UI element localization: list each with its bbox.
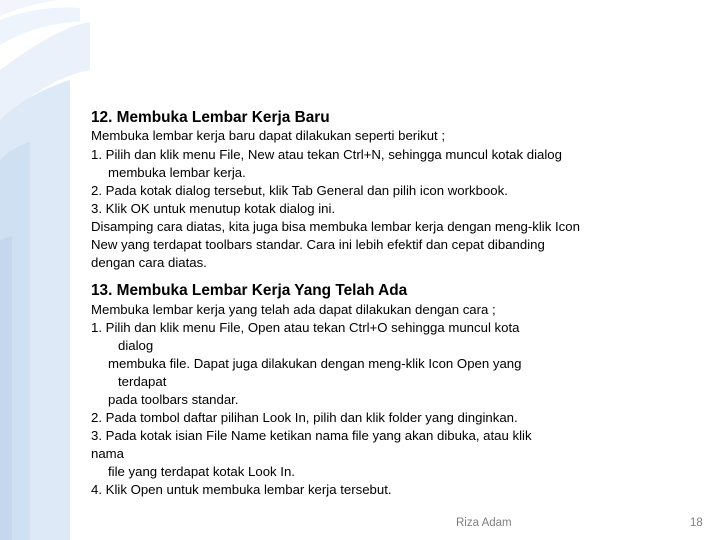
section-13-line: pada toolbars standar. <box>108 392 239 407</box>
section-12-line: New yang terdapat toolbars standar. Cara ini lebih efektif dan cepat dibanding <box>91 237 545 252</box>
section-13-heading: 13. Membuka Lembar Kerja Yang Telah Ada <box>91 282 408 299</box>
section-12-line: membuka lembar kerja. <box>108 165 246 180</box>
footer-author: Riza Adam <box>456 517 512 529</box>
section-12-line: 3. Klik OK untuk menutup kotak dialog ini. <box>91 201 336 216</box>
section-12-line: Disamping cara diatas, kita juga bisa membuka lembar kerja dengan meng-klik Icon <box>91 219 580 234</box>
section-13-line: 1. Pilih dan klik menu File, Open atau tekan Ctrl+O sehingga muncul kota <box>91 320 520 335</box>
section-13-line: 3. Pada kotak isian File Name ketikan nama file yang akan dibuka, atau klik <box>91 428 532 443</box>
section-13-line: file yang terdapat kotak Look In. <box>108 464 295 479</box>
section-13-line: membuka file. Dapat juga dilakukan dengan meng-klik Icon Open yang <box>108 356 522 371</box>
section-13-line: dialog <box>118 338 154 353</box>
section-12-heading: 12. Membuka Lembar Kerja Baru <box>91 109 330 126</box>
section-13-line: 4. Klik Open untuk membuka lembar kerja tersebut. <box>91 482 392 497</box>
section-12-line: 1. Pilih dan klik menu File, New atau tekan Ctrl+N, sehingga muncul kotak dialog <box>91 147 562 162</box>
section-13-line: terdapat <box>118 374 167 389</box>
page-number: 18 <box>690 517 703 529</box>
section-13-line: 2. Pada tombol daftar pilihan Look In, pilih dan klik folder yang dinginkan. <box>91 410 518 425</box>
section-12-line: 2. Pada kotak dialog tersebut, klik Tab General dan pilih icon workbook. <box>91 183 508 198</box>
section-12-line: Membuka lembar kerja baru dapat dilakukan seperti berikut ; <box>91 128 446 143</box>
section-12-line: dengan cara diatas. <box>91 255 207 270</box>
section-13-line: Membuka lembar kerja yang telah ada dapat dilakukan dengan cara ; <box>91 302 496 317</box>
section-13-line: nama <box>91 446 124 461</box>
